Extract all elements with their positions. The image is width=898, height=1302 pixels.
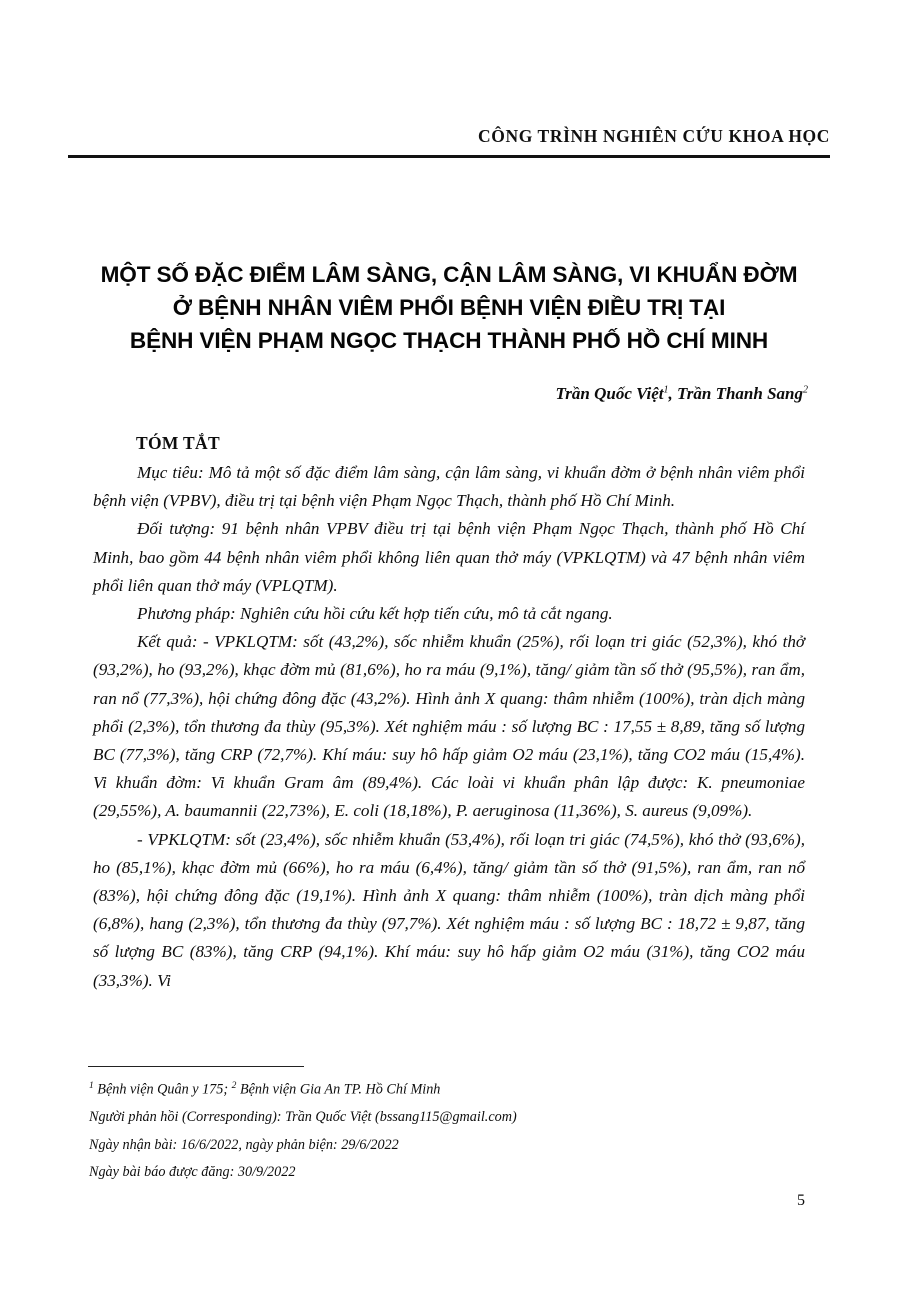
footnote-received-date: Ngày nhận bài: 16/6/2022, ngày phản biện: 29/6/2022 [89, 1136, 399, 1153]
running-header-title: CÔNG TRÌNH NGHIÊN CỨU KHOA HỌC [478, 126, 830, 146]
footnote-separator-rule [88, 1066, 304, 1067]
author-separator: , [668, 384, 678, 403]
author-affiliation-marker-1: 1 [663, 384, 669, 396]
article-title-line-2: Ở BỆNH NHÂN VIÊM PHỔI BỆNH VIỆN ĐIỀU TRỊ TẠI [172, 295, 726, 320]
footnote-corresponding-author: Người phản hồi (Corresponding): Trần Quốc Việt (bssang115@gmail.com) [89, 1109, 517, 1126]
abstract-paragraph-results-vpklqtm: Kết quả: - VPKLQTM: sốt (43,2%), sốc nhiễm khuẩn (25%), rối loạn tri giác (52,3%), khó thở (93,2%), ho (93,2%), khạc đờm mủ (81,6%), ho ra máu (9,1%), tăng/ giảm tần số thở (95,5%), ran ẩm, ran nổ (77,3%), hội chứng đông đặc (43,2%). Hình ảnh X quang: thâm nhiễm (100%), tràn dịch màng phổi (2,3%), tổn thương đa thùy (95,3%). Xét nghiệm máu : số lượng BC : 17,55 ± 8,89, tăng số lượng BC (77,3%), tăng CRP (72,7%). Khí máu: suy hô hấp giảm O2 máu (23,1%), tăng CO2 máu (15,4%). Vi khuẩn đờm: Vi khuẩn Gram âm (89,4%). Các loài vi khuẩn phân lập được: K. pneumoniae (29,55%), A. baumannii (22,73%), E. coli (18,18%), P. aeruginosa (11,36%), S. aureus (9,09%). [93, 632, 805, 821]
article-title [60, 258, 838, 357]
footnote-affiliations [89, 1073, 789, 1104]
author-name-1: Trần Quốc Việt [555, 384, 664, 403]
footnote-marker-2: 2 [231, 1081, 237, 1091]
abstract-paragraph-subjects: Đối tượng: 91 bệnh nhân VPBV điều trị tại bệnh viện Phạm Ngọc Thạch, thành phố Hồ Chí Minh, bao gồm 44 bệnh nhân viêm phổi không liên quan thở máy (VPKLQTM) và 47 bệnh nhân viêm phổi liên quan thở máy (VPLQTM). [93, 519, 805, 595]
abstract-paragraph-objective: Mục tiêu: Mô tả một số đặc điểm lâm sàng, cận lâm sàng, vi khuẩn đờm ở bệnh nhân viêm phổi bệnh viện (VPBV), điều trị tại bệnh viện Phạm Ngọc Thạch, thành phố Hồ Chí Minh. [93, 463, 805, 511]
footnote-marker-1: 1 [89, 1081, 94, 1091]
abstract-paragraph-results-vplqtm: - VPKLQTM: sốt (23,4%), sốc nhiễm khuẩn (53,4%), rối loạn tri giác (74,5%), khó thở (93,6%), ho (85,1%), khạc đờm mủ (66%), ho ra máu (6,4%), tăng/ giảm tần số thở (91,5%), ran ẩm, ran nổ (83%), hội chứng đông đặc (19,1%). Hình ảnh X quang: thâm nhiễm (100%), tràn dịch màng phổi (6,8%), hang (2,3%), tổn thương đa thùy (97,7%). Xét nghiệm máu : số lượng BC : 18,72 ± 9,87, tăng số lượng BC (83%), tăng CRP (94,1%). Khí máu: suy hô hấp giảm O2 máu (31%), tăng CO2 máu (33,3%). Vi [93, 829, 805, 990]
article-title-line-1: MỘT SỐ ĐẶC ĐIỂM LÂM SÀNG, CẬN LÂM SÀNG, VI KHUẨN ĐỜM [100, 262, 798, 287]
abstract-heading: TÓM TẮT [136, 433, 220, 453]
author-line [60, 384, 808, 404]
article-title-line-3: BỆNH VIỆN PHẠM NGỌC THẠCH THÀNH PHỐ HỒ CHÍ MINH [129, 328, 769, 353]
author-name-2: Trần Thanh Sang [677, 384, 803, 403]
abstract-body [93, 459, 805, 995]
page-number: 5 [797, 1192, 805, 1209]
header-divider-rule [68, 155, 830, 158]
footnote-published-date: Ngày bài báo được đăng: 30/9/2022 [89, 1164, 296, 1181]
footnote-affiliation-2: Bệnh viện Gia An TP. Hồ Chí Minh [236, 1081, 441, 1098]
author-affiliation-marker-2: 2 [803, 384, 808, 396]
footnote-affiliation-1: Bệnh viện Quân y 175; [93, 1081, 232, 1098]
footnote-block [89, 1073, 789, 1187]
abstract-paragraph-methods: Phương pháp: Nghiên cứu hồi cứu kết hợp tiến cứu, mô tả cắt ngang. [137, 604, 613, 624]
